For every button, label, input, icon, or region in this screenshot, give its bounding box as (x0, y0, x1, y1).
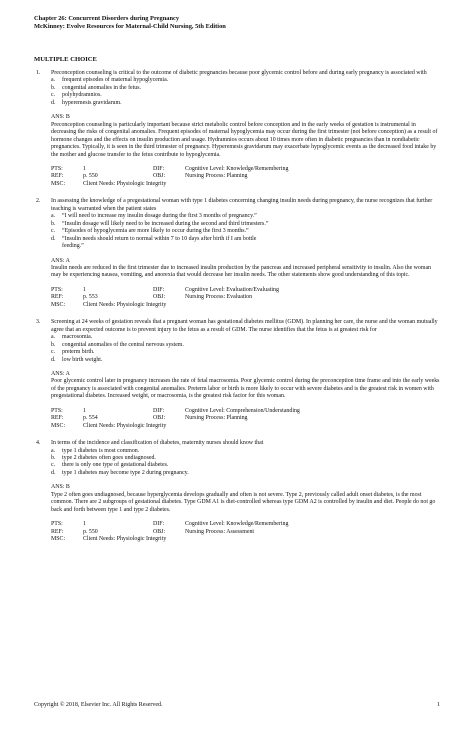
pts-label: PTS: (51, 165, 63, 172)
option-letter: a. (51, 447, 56, 454)
ref-label: REF: (51, 173, 64, 180)
option-text: “Episodes of hypoglycemia are more likely to occur during the first 3 months.” (62, 228, 249, 235)
option-text: low birth weight. (62, 356, 103, 363)
option-text: congenital anomalies of the central nervous system. (62, 341, 184, 348)
answer-option (51, 470, 442, 477)
answer-option (51, 92, 442, 99)
question-number: 1. (36, 70, 41, 76)
pts-value: 1 (83, 165, 86, 172)
option-letter: a. (51, 213, 56, 220)
question-metadata (51, 287, 442, 309)
option-letter: c. (51, 92, 56, 99)
ref-value: p. 553 (83, 294, 98, 301)
msc-value: Client Needs: Physiologic Integrity (83, 301, 167, 308)
option-text: congenital anomalies in the fetus. (62, 84, 142, 91)
dif-value: Cognitive Level: Comprehension/Understanding (185, 407, 300, 414)
answer-key: ANS: A (51, 257, 70, 264)
msc-label: MSC: (51, 536, 66, 543)
rationale: Type 2 often goes undiagnosed, because hyperglycemia develops gradually and often is not severe. Type 2, previously called adult onset diabetes, is the most common. There are 2 subgroups of gestational diabetes. Type GDM A1 is diet-controlled whereas type GDM A2 is controlled by insulin and diet. People do not go back and forth between type 1 and type 2 diabetes. (51, 491, 436, 513)
option-text: frequent episodes of maternal hypoglycemia. (62, 77, 169, 84)
pts-label: PTS: (51, 286, 63, 293)
option-letter: b. (51, 84, 56, 91)
pts-value: 1 (83, 286, 86, 293)
obj-label: OBJ: (153, 528, 166, 535)
page-number: 1 (437, 702, 440, 708)
option-text: there is only one type of gestational diabetes. (62, 462, 169, 469)
option-text: type 1 diabetes may become type 2 during pregnancy. (62, 469, 189, 476)
ref-value: p. 550 (83, 528, 98, 535)
question-number: 2. (36, 198, 41, 205)
answer-option (51, 334, 442, 341)
option-text: type 2 diabetes often goes undiagnosed. (62, 455, 156, 462)
question-text: In assessing the knowledge of a pregestational woman with type 1 diabetes concerning changing insulin needs during pregnancy, the nurse recognizes that further teaching is warranted when the patient states (51, 198, 433, 212)
msc-value: Client Needs: Physiologic Integrity (83, 536, 167, 543)
msc-label: MSC: (51, 422, 66, 429)
chapter-title: Chapter 26: Concurrent Disorders during Pregnancy (34, 15, 180, 22)
page-footer (34, 702, 440, 708)
option-letter: d. (51, 469, 56, 476)
rationale: Preconception counseling is particularly important because strict metabolic control before conception and in the early weeks of gestation is instrumental in decreasing the risks of congenital anomalies. Frequent episodes of maternal hypoglycemia may occur during the first trimester (not before conception) as a result of hormone changes and the effects on insulin production and usage. Hydramnios occurs about 10 times more often in diabetic pregnancies than in nondiabetic pregnancies. Typically, it is seen in the third trimester of pregnancy. Hyperemesis gravidarum may exacerbate hypoglycemic events as the decreased food intake by the mother and glucose transfer to the fetus contribute to hypoglycemia. (51, 121, 438, 158)
option-letter: d. (51, 99, 56, 106)
dif-label: DIF: (153, 521, 165, 528)
option-letter: b. (51, 341, 56, 348)
answer-key: ANS: B (51, 114, 70, 121)
option-text: hyperemesis gravidarum. (62, 99, 122, 106)
option-letter: c. (51, 349, 56, 356)
answer-option (51, 85, 442, 92)
answer-option (51, 100, 442, 107)
obj-value: Nursing Process: Planning (185, 173, 248, 180)
answer-key: ANS: B (51, 484, 70, 491)
option-letter: d. (51, 235, 56, 242)
option-text: macrosomia. (62, 334, 93, 341)
ref-label: REF: (51, 294, 64, 301)
answer-key: ANS: A (51, 370, 70, 377)
answer-option (51, 349, 442, 356)
obj-value: Nursing Process: Evaluation (185, 294, 253, 301)
question-stem (34, 440, 442, 447)
question-list (34, 70, 442, 554)
question-stem (34, 319, 442, 334)
ref-label: REF: (51, 415, 64, 422)
msc-value: Client Needs: Physiologic Integrity (83, 180, 167, 187)
question-number: 4. (36, 440, 41, 447)
question-number: 3. (36, 319, 41, 326)
question-text: Preconception counseling is critical to the outcome of diabetic pregnancies because poor glycemic control before and during early pregnancy is associated with (51, 70, 427, 76)
question-stem (34, 198, 442, 213)
option-letter: b. (51, 220, 56, 227)
rationale: Insulin needs are reduced in the first trimester due to increased insulin production by the pancreas and increased peripheral sensitivity to insulin. Also the woman may be experiencing nausea, vomiting, and anorexia that would decrease her insulin needs. The other statements show good understanding of this topic. (51, 264, 432, 279)
question-item (34, 198, 442, 309)
option-text: “Insulin needs should return to normal within 7 to 10 days after birth if I am bottle feeding.” (62, 235, 257, 250)
ref-label: REF: (51, 528, 64, 535)
option-text: preterm birth. (62, 349, 95, 356)
answer-option (51, 462, 442, 469)
option-letter: a. (51, 77, 56, 84)
question-metadata (51, 521, 442, 543)
pts-value: 1 (83, 521, 86, 528)
question-item (34, 70, 442, 188)
dif-value: Cognitive Level: Knowledge/Remembering (185, 521, 289, 528)
pts-label: PTS: (51, 407, 63, 414)
option-text: “Insulin dosage will likely need to be increased during the second and third trimesters.” (62, 220, 269, 227)
ref-value: p. 550 (83, 173, 98, 180)
dif-label: DIF: (153, 286, 165, 293)
dif-label: DIF: (153, 165, 165, 172)
answer-option (51, 448, 442, 455)
obj-label: OBJ: (153, 173, 166, 180)
obj-label: OBJ: (153, 294, 166, 301)
msc-value: Client Needs: Physiologic Integrity (83, 422, 167, 429)
answer-option (51, 213, 442, 220)
pts-value: 1 (83, 407, 86, 414)
dif-value: Cognitive Level: Knowledge/Remembering (185, 165, 289, 172)
option-text: polyhydramnios. (62, 92, 102, 99)
rationale: Poor glycemic control later in pregnancy increases the rate of fetal macrosomia. Poor glycemic control during the preconception time frame and into the early weeks of the pregnancy is associated with congenital anomalies. Preterm labor or birth is more likely to occur with severe diabetes and is the greatest risk in women with pregestational diabetes. Increased weight, or macrosomia, is the greatest risk factor for this woman. (51, 378, 440, 400)
dif-label: DIF: (153, 407, 165, 414)
option-letter: c. (51, 228, 56, 235)
answer-option (51, 342, 442, 349)
question-metadata (51, 166, 442, 188)
option-letter: a. (51, 334, 56, 341)
option-text: “I will need to increase my insulin dosage during the first 3 months of pregnancy.” (62, 213, 257, 220)
answer-option (51, 77, 442, 84)
dif-value: Cognitive Level: Evaluation/Evaluating (185, 286, 279, 293)
option-letter: c. (51, 462, 56, 469)
answer-option (51, 236, 442, 251)
question-item (34, 440, 442, 543)
answer-option (51, 228, 442, 235)
question-text: In terms of the incidence and classification of diabetes, maternity nurses should know that (51, 440, 264, 447)
ref-value: p. 554 (83, 415, 98, 422)
option-letter: b. (51, 455, 56, 462)
pts-label: PTS: (51, 521, 63, 528)
document-header (34, 15, 226, 32)
question-item (34, 319, 442, 430)
question-metadata (51, 408, 442, 430)
option-letter: d. (51, 356, 56, 363)
obj-value: Nursing Process: Assessment (185, 528, 255, 535)
msc-label: MSC: (51, 180, 66, 187)
section-title: MULTIPLE CHOICE (34, 56, 97, 63)
copyright-notice: Copyright © 2018, Elsevier Inc. All Rights Reserved. (34, 702, 163, 708)
question-text: Screening at 24 weeks of gestation reveals that a pregnant woman has gestational diabetes mellitus (GDM). In planning her care, the nurse and the woman mutually agree that an expected outcome is to prevent injury to the fetus as a result of GDM. The nurse identifies that the fetus is at greatest risk for (51, 319, 438, 333)
msc-label: MSC: (51, 301, 66, 308)
obj-label: OBJ: (153, 415, 166, 422)
book-title: McKinney: Evolve Resources for Maternal-Child Nursing, 5th Edition (34, 23, 226, 31)
answer-option (51, 357, 442, 364)
option-text: type 1 diabetes is most common. (62, 447, 140, 454)
obj-value: Nursing Process: Planning (185, 415, 248, 422)
